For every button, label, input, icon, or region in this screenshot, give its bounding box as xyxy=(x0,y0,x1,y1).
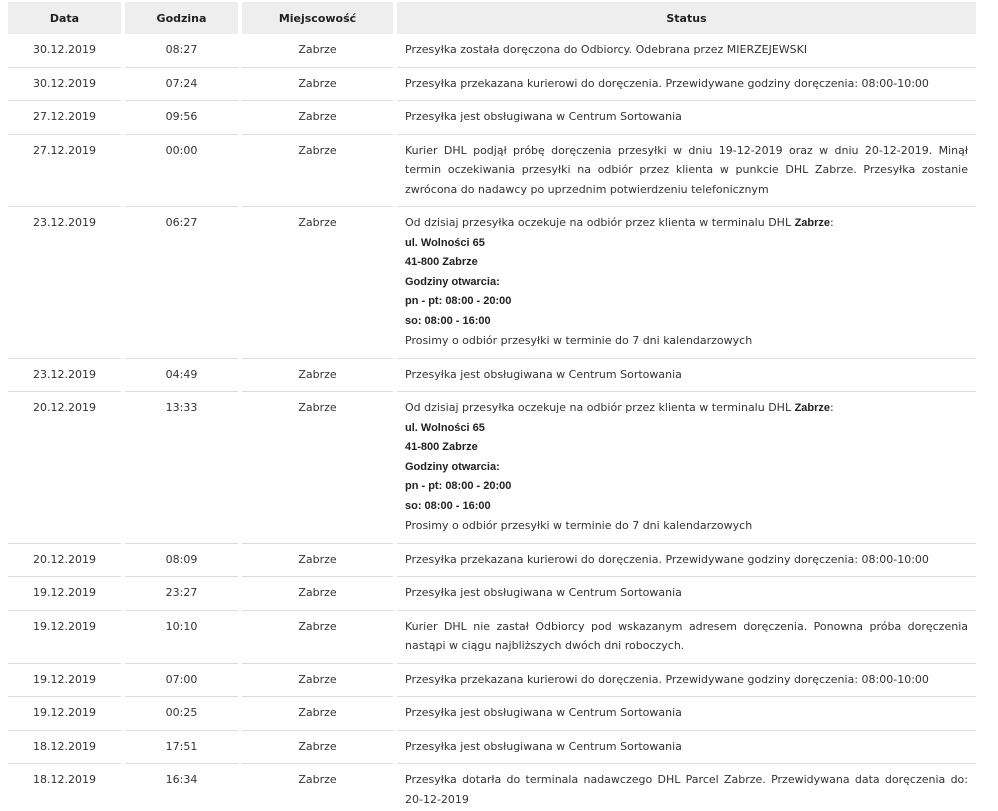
column-header-city: Miejscowość xyxy=(242,2,393,34)
table-body xyxy=(8,34,976,811)
cell-time: 16:34 xyxy=(125,764,238,811)
cell-city: Zabrze xyxy=(242,101,393,135)
cell-city: Zabrze xyxy=(242,664,393,698)
column-header-status: Status xyxy=(397,2,976,34)
table-row xyxy=(8,135,976,208)
table-row xyxy=(8,577,976,611)
cell-city: Zabrze xyxy=(242,611,393,664)
status-hours-weekday: pn - pt: 08:00 - 20:00 xyxy=(405,295,512,307)
cell-city: Zabrze xyxy=(242,359,393,393)
cell-time: 08:09 xyxy=(125,544,238,578)
cell-date: 19.12.2019 xyxy=(8,611,121,664)
cell-date: 30.12.2019 xyxy=(8,34,121,68)
cell-time: 17:51 xyxy=(125,731,238,765)
status-street: ul. Wolności 65 xyxy=(405,421,485,434)
cell-status: Przesyłka dotarła do terminala nadawczego DHL Parcel Zabrze. Przewidywana data doręczenia do: 20-12-2019 xyxy=(397,764,976,811)
table-row xyxy=(8,697,976,731)
cell-status: Przesyłka przekazana kurierowi do doręczenia. Przewidywane godziny doręczenia: 08:00-10:00 xyxy=(397,544,976,578)
table-row xyxy=(8,731,976,765)
table-row xyxy=(8,207,976,359)
cell-city: Zabrze xyxy=(242,764,393,811)
cell-city: Zabrze xyxy=(242,392,393,544)
table-row xyxy=(8,611,976,664)
status-hours-saturday: so: 08:00 - 16:00 xyxy=(405,314,491,327)
cell-status: Przesyłka jest obsługiwana w Centrum Sortowania xyxy=(397,359,976,393)
table-header xyxy=(8,2,976,34)
cell-status: Przesyłka jest obsługiwana w Centrum Sortowania xyxy=(397,697,976,731)
status-terminal-name: Zabrze xyxy=(794,217,831,229)
cell-status xyxy=(397,207,976,359)
status-intro: Od dzisiaj przesyłka oczekuje na odbiór przez klienta w terminalu DHL xyxy=(405,216,795,229)
status-hours-weekday: pn - pt: 08:00 - 20:00 xyxy=(405,480,512,492)
cell-city: Zabrze xyxy=(242,34,393,68)
status-intro-line xyxy=(405,213,968,234)
cell-time: 00:25 xyxy=(125,697,238,731)
cell-city: Zabrze xyxy=(242,697,393,731)
cell-status: Przesyłka jest obsługiwana w Centrum Sortowania xyxy=(397,577,976,611)
status-street: ul. Wolności 65 xyxy=(405,236,485,249)
cell-city: Zabrze xyxy=(242,135,393,208)
column-header-time: Godzina xyxy=(125,2,238,34)
table-row xyxy=(8,664,976,698)
status-hours-title: Godziny otwarcia: xyxy=(405,460,500,473)
cell-time: 23:27 xyxy=(125,577,238,611)
status-postcode: 41-800 Zabrze xyxy=(405,441,478,453)
cell-city: Zabrze xyxy=(242,207,393,359)
cell-time: 10:10 xyxy=(125,611,238,664)
cell-status: Przesyłka jest obsługiwana w Centrum Sortowania xyxy=(397,101,976,135)
cell-time: 04:49 xyxy=(125,359,238,393)
cell-status: Kurier DHL nie zastał Odbiorcy pod wskazanym adresem doręczenia. Ponowna próba doręczenia nastąpi w ciągu najbliższych dwóch dni roboczych. xyxy=(397,611,976,664)
status-hours-title: Godziny otwarcia: xyxy=(405,275,500,288)
table-row xyxy=(8,392,976,544)
cell-time: 13:33 xyxy=(125,392,238,544)
cell-status: Przesyłka przekazana kurierowi do doręczenia. Przewidywane godziny doręczenia: 08:00-10:00 xyxy=(397,664,976,698)
cell-status: Przesyłka została doręczona do Odbiorcy. Odebrana przez MIERZEJEWSKI xyxy=(397,34,976,68)
table-row xyxy=(8,764,976,811)
cell-date: 19.12.2019 xyxy=(8,697,121,731)
status-note: Prosimy o odbiór przesyłki w terminie do 7 dni kalendarzowych xyxy=(405,334,753,347)
cell-date: 20.12.2019 xyxy=(8,392,121,544)
cell-date: 19.12.2019 xyxy=(8,577,121,611)
cell-date: 23.12.2019 xyxy=(8,207,121,359)
cell-date: 18.12.2019 xyxy=(8,764,121,811)
cell-date: 27.12.2019 xyxy=(8,101,121,135)
status-terminal-name: Zabrze xyxy=(794,402,831,414)
cell-date: 27.12.2019 xyxy=(8,135,121,208)
cell-date: 20.12.2019 xyxy=(8,544,121,578)
column-header-date: Data xyxy=(8,2,121,34)
table-row xyxy=(8,101,976,135)
cell-time: 06:27 xyxy=(125,207,238,359)
cell-city: Zabrze xyxy=(242,577,393,611)
cell-city: Zabrze xyxy=(242,68,393,102)
header-row xyxy=(8,2,976,34)
cell-date: 23.12.2019 xyxy=(8,359,121,393)
status-intro: Od dzisiaj przesyłka oczekuje na odbiór przez klienta w terminalu DHL xyxy=(405,401,795,414)
cell-city: Zabrze xyxy=(242,731,393,765)
cell-time: 07:24 xyxy=(125,68,238,102)
status-note: Prosimy o odbiór przesyłki w terminie do 7 dni kalendarzowych xyxy=(405,519,753,532)
cell-status xyxy=(397,392,976,544)
status-hours-saturday: so: 08:00 - 16:00 xyxy=(405,499,491,512)
table-row xyxy=(8,68,976,102)
cell-city: Zabrze xyxy=(242,544,393,578)
table-row xyxy=(8,359,976,393)
cell-status: Przesyłka przekazana kurierowi do doręczenia. Przewidywane godziny doręczenia: 08:00-10:00 xyxy=(397,68,976,102)
cell-time: 09:56 xyxy=(125,101,238,135)
table-row xyxy=(8,544,976,578)
tracking-history-table xyxy=(4,2,980,811)
status-intro-line xyxy=(405,398,968,419)
cell-time: 07:00 xyxy=(125,664,238,698)
cell-status: Kurier DHL podjął próbę doręczenia przesyłki w dniu 19-12-2019 oraz w dniu 20-12-2019. Minął termin oczekiwania przesyłki na odbiór przez klienta w punkcie DHL Zabrze. Przesyłka zostanie zwrócona do nadawcy po uprzednim potwierdzeniu telefonicznym xyxy=(397,135,976,208)
cell-date: 18.12.2019 xyxy=(8,731,121,765)
cell-date: 30.12.2019 xyxy=(8,68,121,102)
status-colon: : xyxy=(830,401,834,414)
status-colon: : xyxy=(830,216,834,229)
cell-date: 19.12.2019 xyxy=(8,664,121,698)
cell-status: Przesyłka jest obsługiwana w Centrum Sortowania xyxy=(397,731,976,765)
cell-time: 08:27 xyxy=(125,34,238,68)
cell-time: 00:00 xyxy=(125,135,238,208)
status-postcode: 41-800 Zabrze xyxy=(405,256,478,268)
table-row xyxy=(8,34,976,68)
